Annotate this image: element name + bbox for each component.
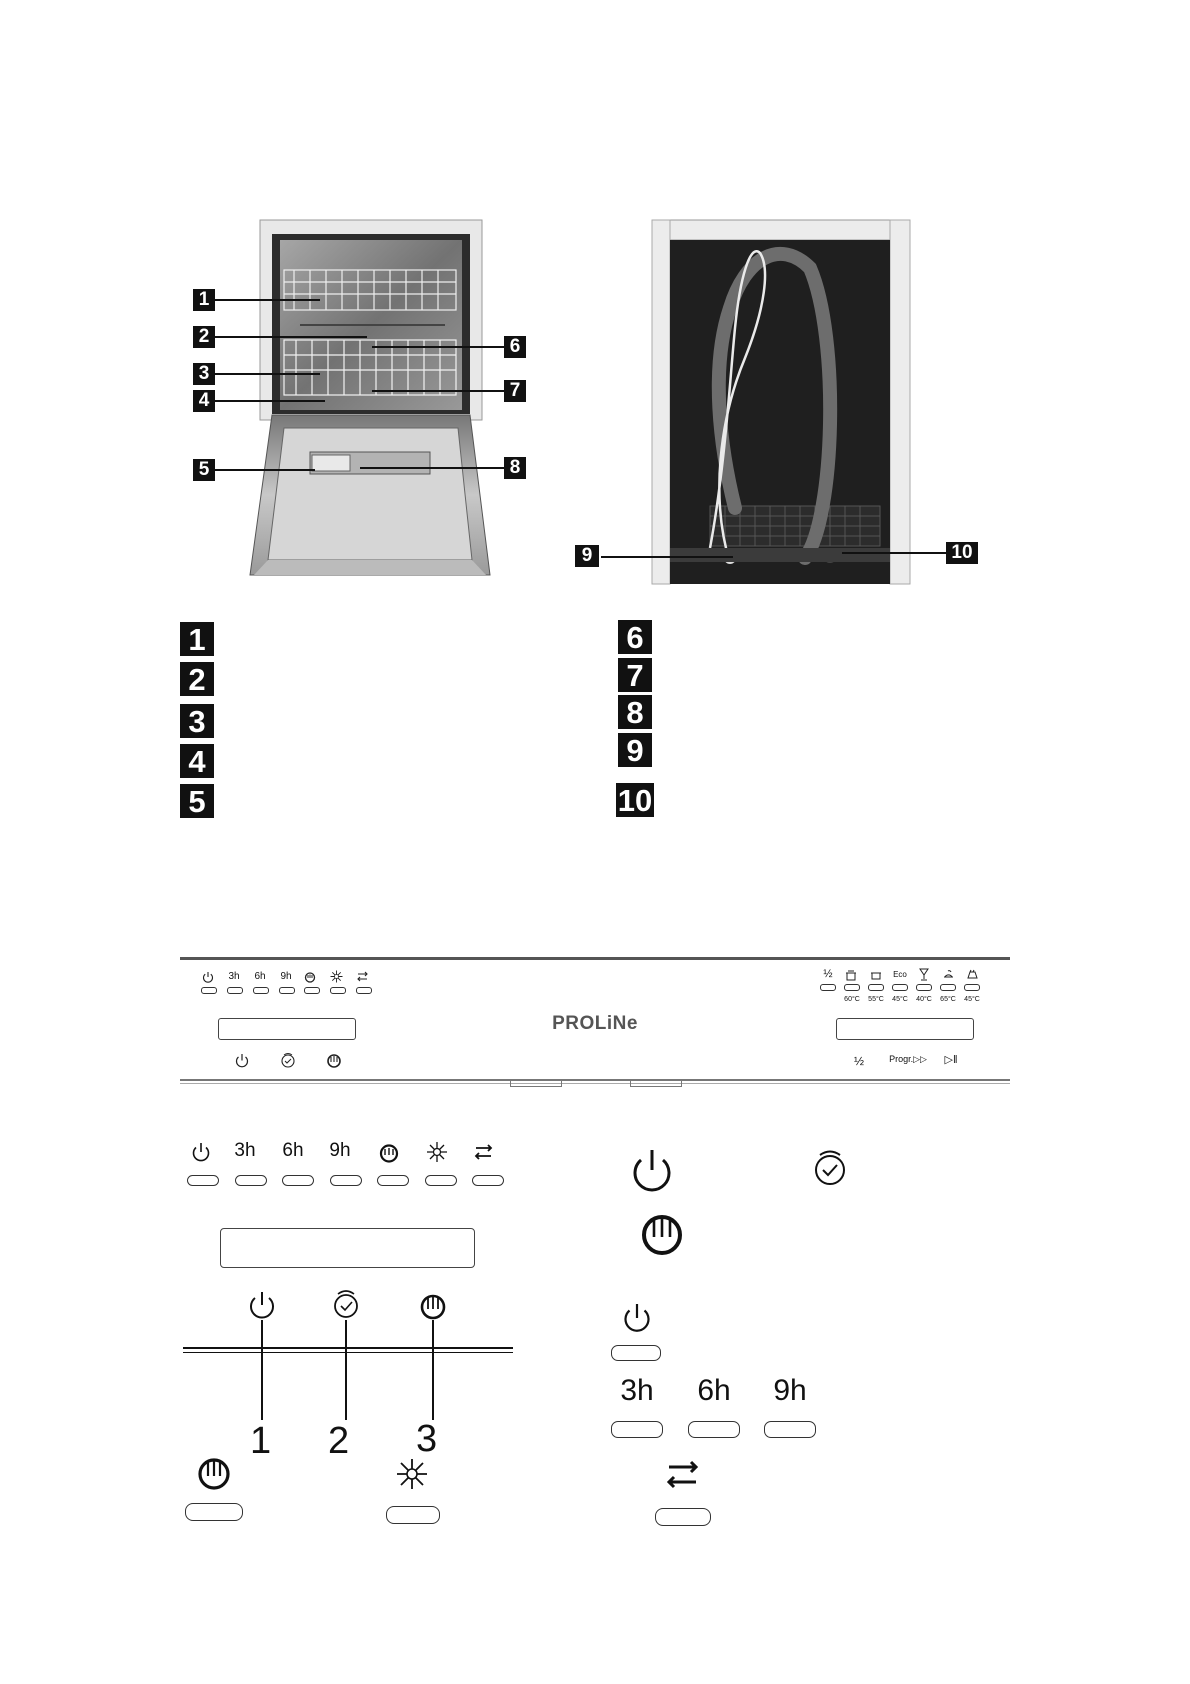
panel-bottom-rule-2 [180, 1083, 1010, 1084]
detail-panel-edge [183, 1347, 513, 1349]
intensive-indicator-led [185, 1503, 243, 1521]
indicator-led [330, 1175, 362, 1186]
panel-top-rule [180, 957, 1010, 960]
legend-number: 1 [180, 622, 214, 656]
salt-indicator-led [655, 1508, 711, 1526]
callout-line [345, 1320, 347, 1420]
indicator-led [425, 1175, 457, 1186]
salt-indicator-icon [356, 970, 369, 983]
delay-9h-led [764, 1421, 816, 1438]
program-button[interactable] [883, 1054, 933, 1065]
callout-badge: 6 [504, 336, 526, 358]
panel-bottom-rule [180, 1079, 1010, 1081]
callout-badge: 1 [193, 289, 215, 311]
indicator-led [844, 984, 860, 991]
delay-button[interactable] [280, 1052, 296, 1068]
callout-badge: 8 [504, 457, 526, 479]
indicator-label-3h: 3h [234, 1140, 256, 1161]
callout-leader [601, 556, 733, 558]
indicator-led [282, 1175, 314, 1186]
intensive-indicator-icon [378, 1140, 400, 1163]
salt-indicator-icon [473, 1141, 495, 1163]
legend-number: 5 [180, 784, 214, 818]
callout-badge: 10 [946, 542, 978, 564]
delay-label-6h: 6h [697, 1374, 731, 1407]
indicator-led [868, 984, 884, 991]
temp-label: 45°C [964, 996, 980, 1003]
indicator-led [227, 987, 243, 994]
indicator-led [235, 1175, 267, 1186]
fast-forward-icon: ▷▷ [913, 1054, 927, 1064]
power-icon [630, 1148, 674, 1194]
callout-line [432, 1320, 434, 1420]
callout-badge: 2 [193, 326, 215, 348]
start-pause-button[interactable]: ▷‖ [944, 1054, 958, 1066]
callout-leader [215, 400, 325, 402]
indicator-label-3h: 3h [228, 971, 240, 982]
rinse-aid-indicator-icon [330, 970, 343, 983]
program-button-label: Progr. [889, 1054, 914, 1064]
callout-leader [360, 467, 504, 469]
legend-number: 8 [618, 695, 652, 729]
program-prewash-icon [966, 968, 979, 981]
delay-6h-led [688, 1421, 740, 1438]
rinse-aid-indicator-icon [396, 1458, 428, 1490]
callout-leader [215, 373, 320, 375]
half-load-button[interactable]: ½ [853, 1054, 864, 1068]
indicator-label-9h: 9h [280, 971, 292, 982]
half-load-indicator-label: ½ [823, 968, 833, 980]
program-auto-icon [845, 969, 857, 981]
temp-label: 45°C [892, 996, 908, 1003]
callout-leader [215, 299, 320, 301]
indicator-led [916, 984, 932, 991]
intensive-icon [638, 1205, 686, 1257]
power-button[interactable] [235, 1053, 249, 1068]
callout-leader [215, 336, 367, 338]
indicator-led [201, 987, 217, 994]
panel-display-left [218, 1018, 356, 1040]
legend-number: 3 [180, 704, 214, 738]
indicator-led [377, 1175, 409, 1186]
control-panel [180, 955, 1010, 1083]
indicator-led [940, 984, 956, 991]
callout-badge: 3 [193, 363, 215, 385]
program-pot-icon [870, 969, 882, 981]
temp-label: 55°C [868, 996, 884, 1003]
delay-button[interactable] [331, 1288, 361, 1320]
panel-tab [630, 1081, 682, 1087]
power-indicator-icon [622, 1302, 652, 1334]
temp-label: 65°C [940, 996, 956, 1003]
legend-number: 2 [180, 662, 214, 696]
power-indicator-icon [191, 1142, 211, 1162]
callout-number: 1 [250, 1420, 272, 1462]
delay-label-3h: 3h [620, 1374, 654, 1407]
brand-logo: PROLiNe [552, 1013, 638, 1034]
legend-number: 9 [618, 733, 652, 767]
temp-label: 40°C [916, 996, 932, 1003]
delay-label-9h: 9h [773, 1374, 807, 1407]
detail-panel-edge-2 [183, 1352, 513, 1353]
indicator-led [472, 1175, 504, 1186]
indicator-led [356, 987, 372, 994]
dishwasher-back-photo [650, 218, 915, 588]
power-indicator-led [611, 1345, 661, 1361]
panel-display-right [836, 1018, 974, 1040]
callout-number: 2 [328, 1420, 350, 1462]
indicator-led [964, 984, 980, 991]
temp-label: 60°C [844, 996, 860, 1003]
program-glass-icon [918, 968, 930, 981]
delay-icon [812, 1148, 848, 1188]
callout-leader [372, 346, 504, 348]
intensive-button[interactable] [326, 1051, 342, 1068]
callout-badge: 5 [193, 459, 215, 481]
rinse-aid-indicator-icon [426, 1141, 448, 1163]
indicator-led [279, 987, 295, 994]
indicator-label-6h: 6h [282, 1140, 304, 1161]
legend-number: 10 [617, 783, 653, 818]
legend-number: 7 [618, 658, 652, 692]
callout-number: 3 [416, 1418, 438, 1460]
callout-badge: 4 [193, 390, 215, 412]
indicator-led [187, 1175, 219, 1186]
eco-indicator-label: Eco [893, 970, 907, 979]
dishwasher-front-photo [250, 220, 495, 585]
callout-badge: 9 [575, 545, 599, 567]
panel-tab [510, 1081, 562, 1087]
power-button[interactable] [248, 1290, 276, 1320]
delay-3h-led [611, 1421, 663, 1438]
program-rapid-icon [942, 968, 955, 981]
legend-number: 4 [180, 744, 214, 778]
legend-number: 6 [618, 620, 652, 654]
indicator-led [330, 987, 346, 994]
callout-leader [215, 469, 315, 471]
indicator-label-6h: 6h [254, 971, 266, 982]
callout-badge: 7 [504, 380, 526, 402]
salt-indicator-icon [664, 1457, 702, 1493]
rinse-aid-indicator-led [386, 1506, 440, 1524]
indicator-led [253, 987, 269, 994]
power-indicator-icon [202, 971, 214, 983]
indicator-label-9h: 9h [329, 1140, 351, 1161]
indicator-led [892, 984, 908, 991]
intensive-indicator-icon [304, 970, 316, 983]
indicator-led [304, 987, 320, 994]
callout-line [261, 1320, 263, 1420]
detail-display [220, 1228, 475, 1268]
callout-leader [842, 552, 946, 554]
indicator-led [820, 984, 836, 991]
intensive-indicator-icon [195, 1452, 233, 1490]
callout-leader [372, 390, 504, 392]
intensive-button[interactable] [418, 1288, 448, 1320]
